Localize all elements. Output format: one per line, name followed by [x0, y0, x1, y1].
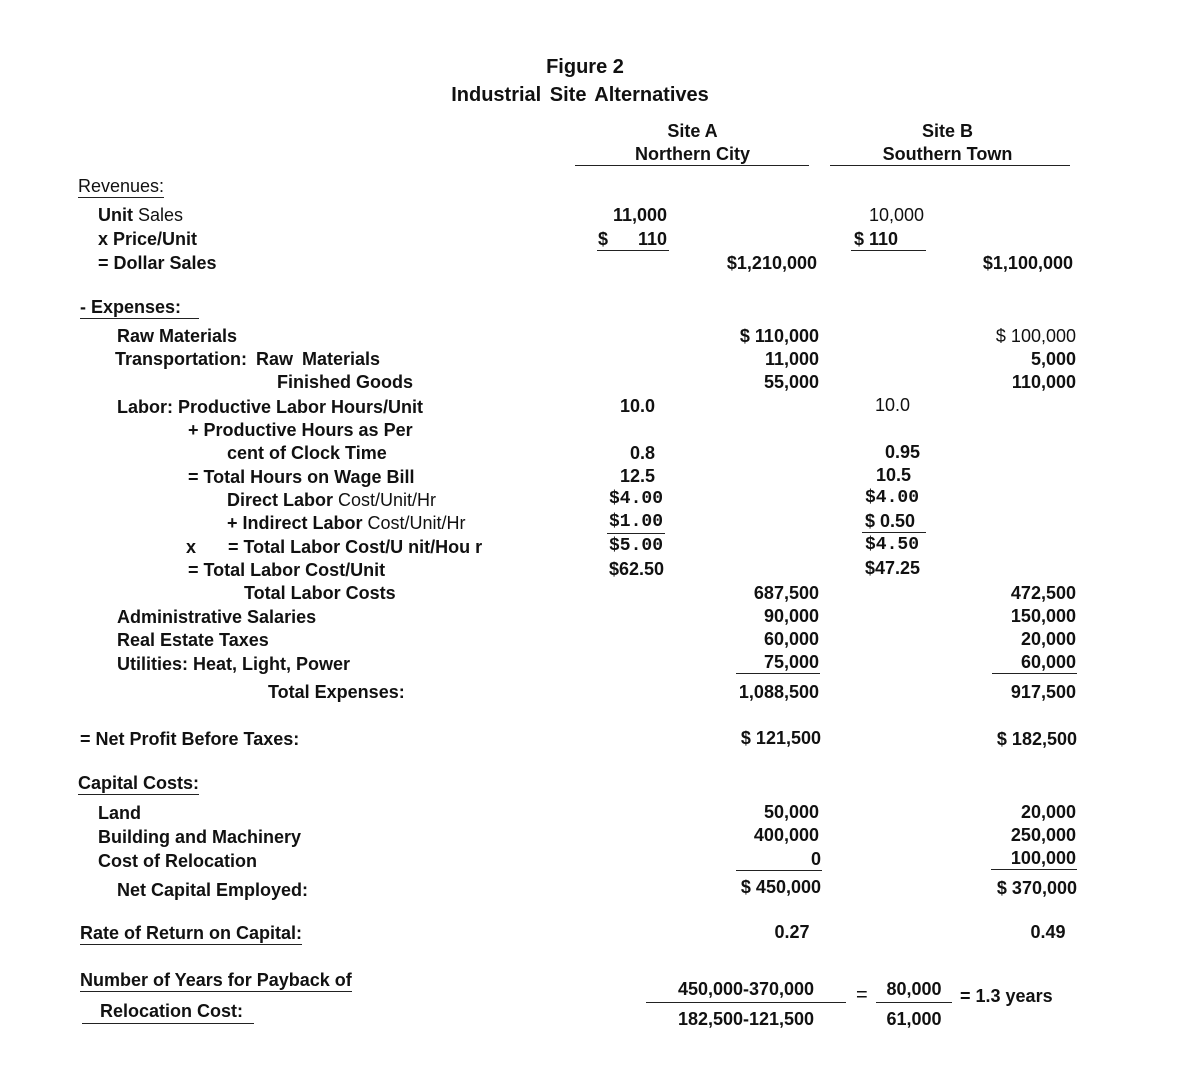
payback-result: = 1.3 years	[960, 986, 1053, 1006]
site-a-price-rule	[597, 250, 669, 251]
payback-simplified-bar	[876, 1002, 952, 1003]
site-a-net-capital: $ 450,000	[740, 877, 821, 897]
site-a-total-labor-costs: 687,500	[753, 583, 819, 603]
site-a-land: 50,000	[763, 802, 819, 822]
site-a-net-profit: $ 121,500	[740, 728, 821, 748]
site-a-name: Site A	[667, 121, 718, 141]
site-a-location: Northern City	[634, 144, 750, 164]
payback-simplified-den: 61,000	[886, 1009, 942, 1029]
rate-of-return-label: Rate of Return on Capital:	[80, 923, 303, 943]
plus-productive-label: + Productive Hours as Per	[188, 420, 413, 440]
site-b-rate-of-return: 0.49	[1030, 922, 1066, 942]
site-b-net-profit: $ 182,500	[996, 729, 1077, 749]
total-labor-rate-label: = Total Labor Cost/U nit/Hou r	[228, 537, 483, 557]
site-b-header-rule	[830, 165, 1070, 166]
site-b-relocation: 100,000	[1010, 848, 1076, 868]
site-a-hours-unit: 10.0	[620, 396, 656, 416]
site-b-dollar-sales: $1,100,000	[982, 253, 1073, 273]
payback-equals: =	[856, 984, 868, 1006]
site-b-total-hours: 10.5	[876, 465, 912, 485]
total-expenses-label: Total Expenses:	[268, 682, 405, 702]
direct-labor-label: Direct Labor Cost/Unit/Hr	[227, 490, 437, 510]
figure-title: Industrial Site Alternatives	[451, 84, 709, 106]
payback-denominator: 182,500-121,500	[677, 1009, 815, 1029]
payback-fraction-bar	[646, 1002, 846, 1003]
site-b-price: $ 110	[854, 229, 899, 249]
net-capital-label: Net Capital Employed:	[117, 880, 309, 900]
site-b-price-rule	[851, 250, 926, 251]
site-b-building: 250,000	[1010, 825, 1076, 845]
site-b-hours-unit: 10.0	[875, 395, 911, 415]
site-a-utilities: 75,000	[763, 652, 819, 672]
site-b-finished-goods: 110,000	[1011, 372, 1076, 392]
site-b-indirect-rule	[862, 532, 926, 533]
site-a-total-expenses: 1,088,500	[738, 682, 819, 702]
site-a-indirect-rule	[607, 533, 665, 534]
site-a-relocation: 0	[810, 849, 821, 869]
site-a-header-rule	[575, 165, 809, 166]
transportation-raw-label: Transportation: Raw Materials	[115, 349, 381, 369]
figure-label: Figure 2	[546, 56, 624, 78]
payback-numerator: 450,000-370,000	[677, 979, 815, 999]
total-labor-unit-label: = Total Labor Cost/Unit	[188, 560, 386, 580]
site-a-raw-materials: $ 110,000	[739, 326, 819, 346]
site-b-real-estate: 20,000	[1020, 629, 1076, 649]
site-a-transport-raw: 11,000	[764, 349, 819, 369]
total-labor-costs-label: Total Labor Costs	[244, 583, 396, 603]
site-b-capital-rule	[991, 869, 1077, 870]
site-a-price: 110	[637, 229, 667, 249]
site-a-real-estate: 60,000	[763, 629, 819, 649]
site-a-pct-clock: 0.8	[630, 443, 656, 463]
site-a-total-rate: $5.00	[609, 536, 664, 556]
payback-label-rule	[82, 1023, 254, 1024]
indirect-labor-label: + Indirect Labor Cost/Unit/Hr	[227, 513, 466, 533]
site-a-rate-of-return: 0.27	[774, 922, 810, 942]
site-b-raw-materials: $ 100,000	[995, 326, 1076, 346]
utilities-label: Utilities: Heat, Light, Power	[117, 654, 351, 674]
site-a-price-symbol: $	[598, 229, 609, 249]
site-b-total-expenses: 917,500	[1010, 682, 1076, 702]
site-a-direct: $4.00	[609, 489, 664, 509]
clock-time-label: cent of Clock Time	[227, 443, 387, 463]
building-label: Building and Machinery	[98, 827, 302, 847]
finished-goods-label: Finished Goods	[277, 372, 414, 392]
site-b-unit-sales: 10,000	[868, 205, 924, 225]
site-b-name: Site B	[921, 121, 973, 141]
admin-salaries-label: Administrative Salaries	[117, 607, 317, 627]
revenues-header: Revenues:	[78, 176, 165, 196]
site-b-net-capital: $ 370,000	[996, 878, 1077, 898]
unit-sales-label: Unit Sales	[98, 205, 184, 225]
site-a-capital-rule	[736, 870, 822, 871]
site-a-building: 400,000	[753, 825, 819, 845]
site-b-total-labor-costs: 472,500	[1010, 583, 1076, 603]
raw-materials-label: Raw Materials	[117, 326, 238, 346]
price-unit-label: x Price/Unit	[98, 229, 198, 249]
capital-costs-header: Capital Costs:	[78, 773, 200, 793]
site-a-unit-sales: 11,000	[612, 205, 667, 225]
site-b-total-rate: $4.50	[865, 535, 920, 555]
site-a-finished-goods: 55,000	[763, 372, 819, 392]
total-hours-label: = Total Hours on Wage Bill	[188, 467, 415, 487]
site-b-utilities: 60,000	[1020, 652, 1076, 672]
site-b-admin: 150,000	[1010, 606, 1076, 626]
payback-label-line1: Number of Years for Payback of	[80, 970, 352, 990]
real-estate-label: Real Estate Taxes	[117, 630, 269, 650]
site-b-total-unit: $47.25	[865, 558, 921, 578]
payback-simplified-num: 80,000	[886, 979, 942, 999]
relocation-label: Cost of Relocation	[98, 851, 258, 871]
payback-label-line2: Relocation Cost:	[100, 1001, 244, 1021]
site-a-dollar-sales: $1,210,000	[726, 253, 817, 273]
site-a-admin: 90,000	[763, 606, 819, 626]
site-b-location: Southern Town	[882, 144, 1013, 164]
site-a-total-hours: 12.5	[620, 466, 656, 486]
site-a-total-unit: $62.50	[609, 559, 665, 579]
site-b-pct-clock: 0.95	[885, 442, 921, 462]
site-a-expenses-rule	[736, 673, 820, 674]
times-sign: x	[186, 537, 197, 557]
site-b-transport-raw: 5,000	[1030, 349, 1076, 369]
dollar-sales-label: = Dollar Sales	[98, 253, 217, 273]
site-b-expenses-rule	[992, 673, 1077, 674]
site-b-direct: $4.00	[865, 488, 920, 508]
site-a-indirect: $1.00	[609, 512, 664, 532]
expenses-header: - Expenses:	[80, 296, 199, 319]
labor-hours-label: Labor: Productive Labor Hours/Unit	[117, 397, 424, 417]
net-profit-label: = Net Profit Before Taxes:	[80, 729, 300, 749]
site-b-indirect: $ 0.50	[865, 511, 916, 531]
site-b-land: 20,000	[1020, 802, 1076, 822]
land-label: Land	[98, 803, 141, 823]
